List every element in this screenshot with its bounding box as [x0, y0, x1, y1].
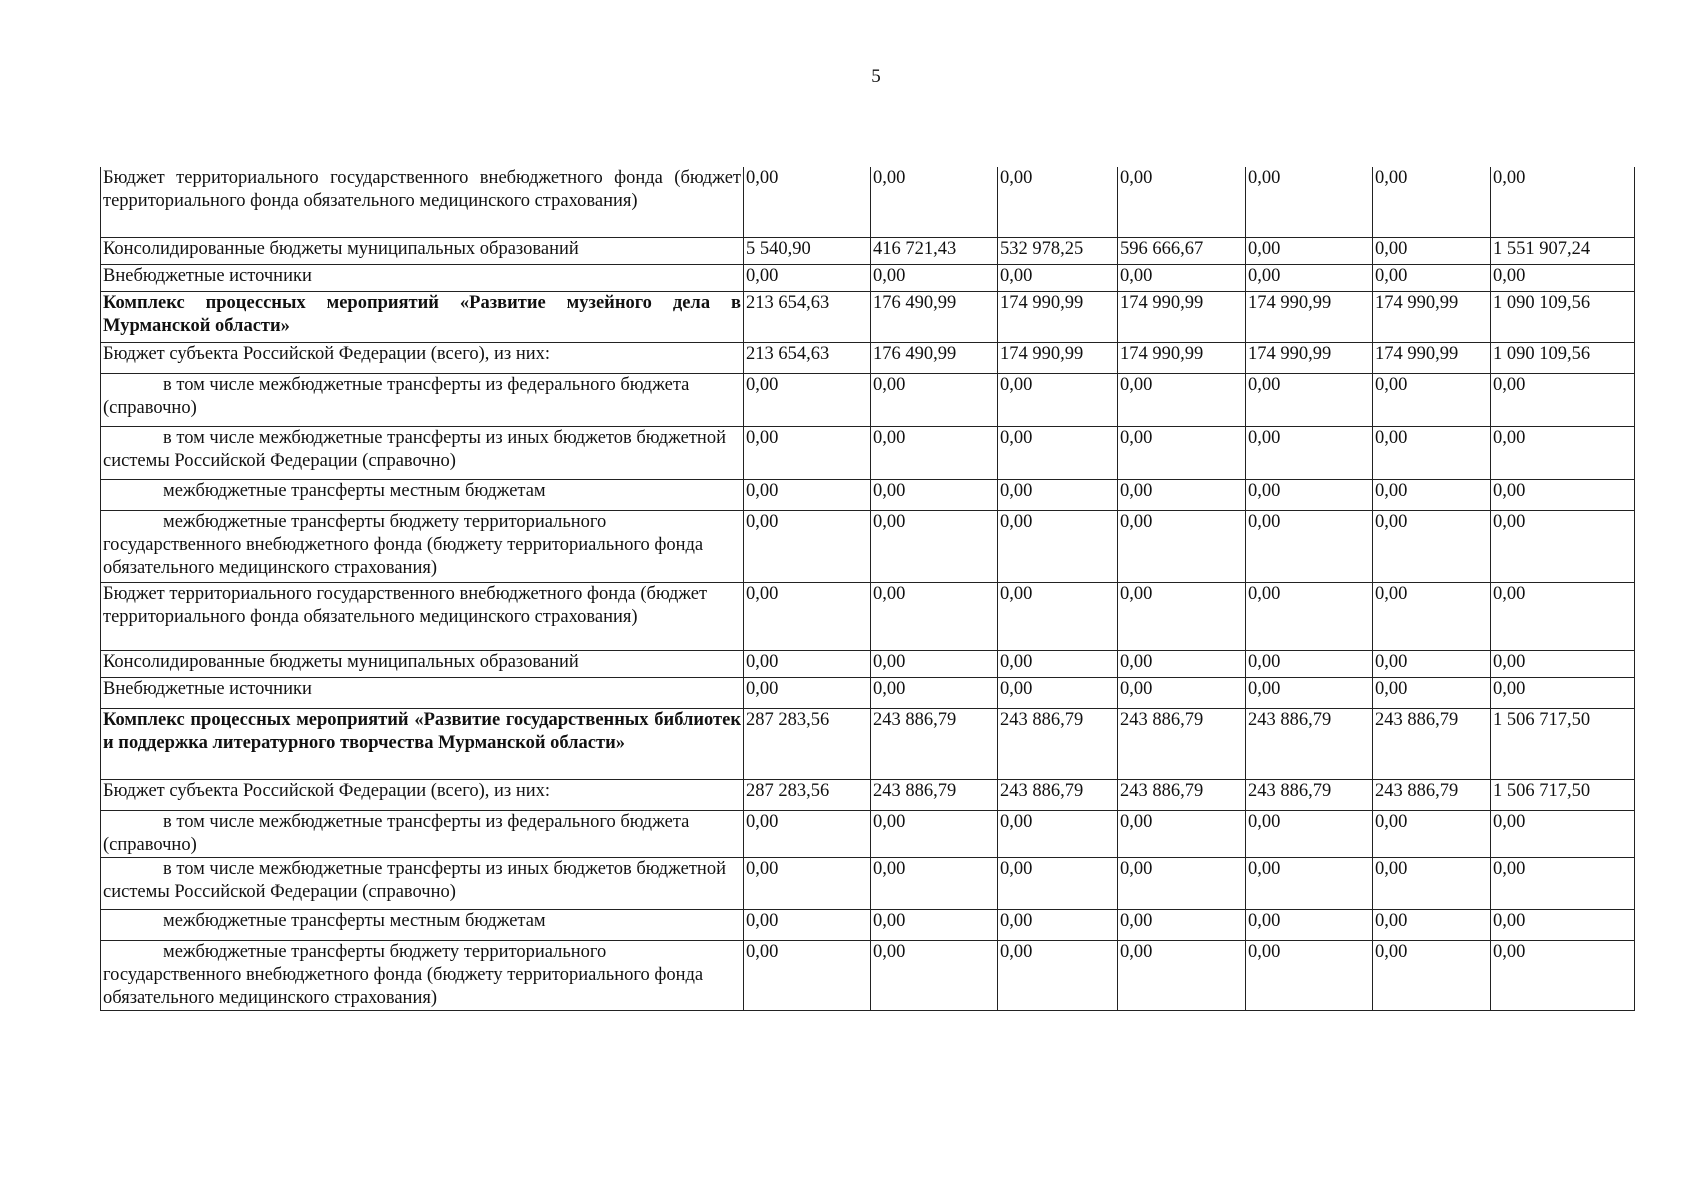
row-value: 0,00 [744, 677, 871, 708]
table-row [101, 857, 1635, 909]
row-value: 0,00 [998, 426, 1118, 479]
row-value: 0,00 [1491, 426, 1635, 479]
row-value: 0,00 [1491, 650, 1635, 677]
row-label: Комплекс процессных мероприятий «Развитие государственных библиотек и поддержка литературного творчества Мурманской области» [101, 708, 744, 779]
row-label: Консолидированные бюджеты муниципальных образований [101, 237, 744, 264]
row-value: 174 990,99 [998, 291, 1118, 342]
row-value: 0,00 [998, 909, 1118, 940]
row-value: 0,00 [1373, 909, 1491, 940]
row-value: 0,00 [1118, 167, 1246, 237]
row-value: 0,00 [998, 264, 1118, 291]
row-value: 0,00 [871, 650, 998, 677]
row-value: 174 990,99 [1246, 291, 1373, 342]
row-value: 243 886,79 [998, 708, 1118, 779]
row-value: 0,00 [1118, 373, 1246, 426]
row-value: 174 990,99 [1373, 342, 1491, 373]
row-value: 287 283,56 [744, 779, 871, 810]
row-value: 243 886,79 [1246, 779, 1373, 810]
table-row [101, 426, 1635, 479]
row-value: 0,00 [1118, 582, 1246, 650]
row-label: межбюджетные трансферты бюджету территориального государственного внебюджетного фонда (бюджету территориального фонда обязательного медицинского страхования) [101, 940, 744, 1010]
row-value: 0,00 [1491, 510, 1635, 582]
row-value: 1 506 717,50 [1491, 708, 1635, 779]
row-value: 174 990,99 [1373, 291, 1491, 342]
row-label: в том числе межбюджетные трансферты из федерального бюджета (справочно) [101, 810, 744, 857]
row-value: 532 978,25 [998, 237, 1118, 264]
row-label: в том числе межбюджетные трансферты из иных бюджетов бюджетной системы Российской Федерации (справочно) [101, 857, 744, 909]
table-row [101, 479, 1635, 510]
row-value: 176 490,99 [871, 342, 998, 373]
row-value: 0,00 [1491, 582, 1635, 650]
row-value: 0,00 [998, 650, 1118, 677]
table-row [101, 810, 1635, 857]
row-value: 0,00 [744, 373, 871, 426]
row-value: 0,00 [1491, 940, 1635, 1010]
row-value: 0,00 [871, 909, 998, 940]
row-value: 243 886,79 [1118, 779, 1246, 810]
row-value: 0,00 [1246, 237, 1373, 264]
row-value: 243 886,79 [1373, 708, 1491, 779]
row-value: 0,00 [998, 479, 1118, 510]
row-value: 0,00 [1246, 940, 1373, 1010]
row-label: Консолидированные бюджеты муниципальных образований [101, 650, 744, 677]
row-label: Бюджет субъекта Российской Федерации (всего), из них: [101, 342, 744, 373]
table-row [101, 940, 1635, 1010]
table-body [101, 167, 1635, 1010]
row-value: 0,00 [1491, 810, 1635, 857]
row-value: 0,00 [1118, 909, 1246, 940]
row-value: 0,00 [1246, 479, 1373, 510]
row-value: 0,00 [998, 940, 1118, 1010]
row-label: в том числе межбюджетные трансферты из федерального бюджета (справочно) [101, 373, 744, 426]
page-number: 5 [871, 66, 881, 87]
row-value: 0,00 [1491, 677, 1635, 708]
row-value: 0,00 [1373, 510, 1491, 582]
row-value: 0,00 [1373, 940, 1491, 1010]
row-value: 0,00 [1373, 810, 1491, 857]
row-value: 0,00 [744, 909, 871, 940]
row-value: 0,00 [1491, 373, 1635, 426]
table-row [101, 708, 1635, 779]
row-value: 243 886,79 [1246, 708, 1373, 779]
row-value: 0,00 [1118, 426, 1246, 479]
row-value: 0,00 [1246, 677, 1373, 708]
table-row [101, 779, 1635, 810]
row-label: в том числе межбюджетные трансферты из иных бюджетов бюджетной системы Российской Федерации (справочно) [101, 426, 744, 479]
table-row [101, 342, 1635, 373]
row-value: 0,00 [1118, 479, 1246, 510]
row-value: 0,00 [744, 426, 871, 479]
row-value: 0,00 [1118, 857, 1246, 909]
row-value: 243 886,79 [998, 779, 1118, 810]
row-value: 0,00 [744, 857, 871, 909]
row-label: межбюджетные трансферты местным бюджетам [101, 909, 744, 940]
row-label: Комплекс процессных мероприятий «Развитие музейного дела в Мурманской области» [101, 291, 744, 342]
row-value: 0,00 [1491, 167, 1635, 237]
table-row [101, 167, 1635, 237]
row-value: 0,00 [744, 167, 871, 237]
row-value: 0,00 [1118, 940, 1246, 1010]
row-value: 1 551 907,24 [1491, 237, 1635, 264]
row-value: 0,00 [871, 373, 998, 426]
row-value: 0,00 [1373, 167, 1491, 237]
row-value: 0,00 [1118, 677, 1246, 708]
table-row [101, 909, 1635, 940]
table-row [101, 677, 1635, 708]
row-value: 0,00 [998, 857, 1118, 909]
row-value: 5 540,90 [744, 237, 871, 264]
row-value: 0,00 [871, 264, 998, 291]
table-row [101, 291, 1635, 342]
row-label: Бюджет субъекта Российской Федерации (всего), из них: [101, 779, 744, 810]
row-value: 0,00 [744, 810, 871, 857]
row-value: 0,00 [1246, 373, 1373, 426]
row-value: 0,00 [1246, 810, 1373, 857]
table-row [101, 373, 1635, 426]
row-value: 0,00 [871, 167, 998, 237]
row-value: 0,00 [744, 650, 871, 677]
row-value: 0,00 [1246, 426, 1373, 479]
row-value: 0,00 [1246, 909, 1373, 940]
row-value: 0,00 [1118, 810, 1246, 857]
row-value: 0,00 [998, 810, 1118, 857]
row-value: 1 506 717,50 [1491, 779, 1635, 810]
row-label: межбюджетные трансферты бюджету территориального государственного внебюджетного фонда (бюджету территориального фонда обязательного медицинского страхования) [101, 510, 744, 582]
table-row [101, 582, 1635, 650]
row-value: 0,00 [1373, 582, 1491, 650]
row-label: Внебюджетные источники [101, 677, 744, 708]
row-value: 0,00 [998, 677, 1118, 708]
row-value: 174 990,99 [1246, 342, 1373, 373]
row-value: 0,00 [871, 479, 998, 510]
row-value: 0,00 [1373, 479, 1491, 510]
row-value: 0,00 [1491, 909, 1635, 940]
row-value: 416 721,43 [871, 237, 998, 264]
row-value: 0,00 [998, 582, 1118, 650]
row-value: 0,00 [1246, 650, 1373, 677]
row-value: 0,00 [1246, 510, 1373, 582]
row-value: 0,00 [1246, 582, 1373, 650]
row-value: 0,00 [1373, 264, 1491, 291]
row-value: 0,00 [998, 373, 1118, 426]
row-value: 0,00 [1373, 426, 1491, 479]
row-value: 243 886,79 [871, 779, 998, 810]
row-value: 0,00 [744, 264, 871, 291]
row-value: 0,00 [871, 426, 998, 479]
row-label: Бюджет территориального государственного внебюджетного фонда (бюджет территориального фонда обязательного медицинского страхования) [101, 167, 744, 237]
row-value: 174 990,99 [1118, 342, 1246, 373]
row-value: 176 490,99 [871, 291, 998, 342]
row-value: 174 990,99 [998, 342, 1118, 373]
row-value: 213 654,63 [744, 291, 871, 342]
row-value: 0,00 [1491, 264, 1635, 291]
row-value: 1 090 109,56 [1491, 291, 1635, 342]
row-value: 0,00 [744, 940, 871, 1010]
row-value: 0,00 [998, 167, 1118, 237]
row-value: 213 654,63 [744, 342, 871, 373]
table-row [101, 650, 1635, 677]
row-value: 0,00 [1246, 857, 1373, 909]
row-value: 0,00 [998, 510, 1118, 582]
row-value: 0,00 [871, 582, 998, 650]
row-value: 0,00 [1118, 510, 1246, 582]
row-label: Внебюджетные источники [101, 264, 744, 291]
row-value: 0,00 [744, 582, 871, 650]
row-value: 174 990,99 [1118, 291, 1246, 342]
row-value: 0,00 [744, 479, 871, 510]
row-value: 0,00 [1373, 677, 1491, 708]
row-value: 243 886,79 [1118, 708, 1246, 779]
row-value: 0,00 [744, 510, 871, 582]
row-value: 1 090 109,56 [1491, 342, 1635, 373]
row-value: 0,00 [871, 677, 998, 708]
row-value: 0,00 [1491, 479, 1635, 510]
row-value: 0,00 [1118, 264, 1246, 291]
row-value: 0,00 [1373, 857, 1491, 909]
row-value: 0,00 [1246, 264, 1373, 291]
budget-table [100, 167, 1635, 1011]
row-value: 0,00 [871, 940, 998, 1010]
row-value: 0,00 [871, 857, 998, 909]
table-row [101, 264, 1635, 291]
row-value: 0,00 [1373, 650, 1491, 677]
table-row [101, 510, 1635, 582]
row-value: 0,00 [1118, 650, 1246, 677]
row-value: 0,00 [1373, 237, 1491, 264]
row-label: межбюджетные трансферты местным бюджетам [101, 479, 744, 510]
row-value: 0,00 [1491, 857, 1635, 909]
row-value: 0,00 [1373, 373, 1491, 426]
row-label: Бюджет территориального государственного внебюджетного фонда (бюджет территориального фонда обязательного медицинского страхования) [101, 582, 744, 650]
row-value: 243 886,79 [1373, 779, 1491, 810]
table-row [101, 237, 1635, 264]
row-value: 287 283,56 [744, 708, 871, 779]
row-value: 0,00 [871, 810, 998, 857]
row-value: 596 666,67 [1118, 237, 1246, 264]
row-value: 243 886,79 [871, 708, 998, 779]
row-value: 0,00 [871, 510, 998, 582]
row-value: 0,00 [1246, 167, 1373, 237]
